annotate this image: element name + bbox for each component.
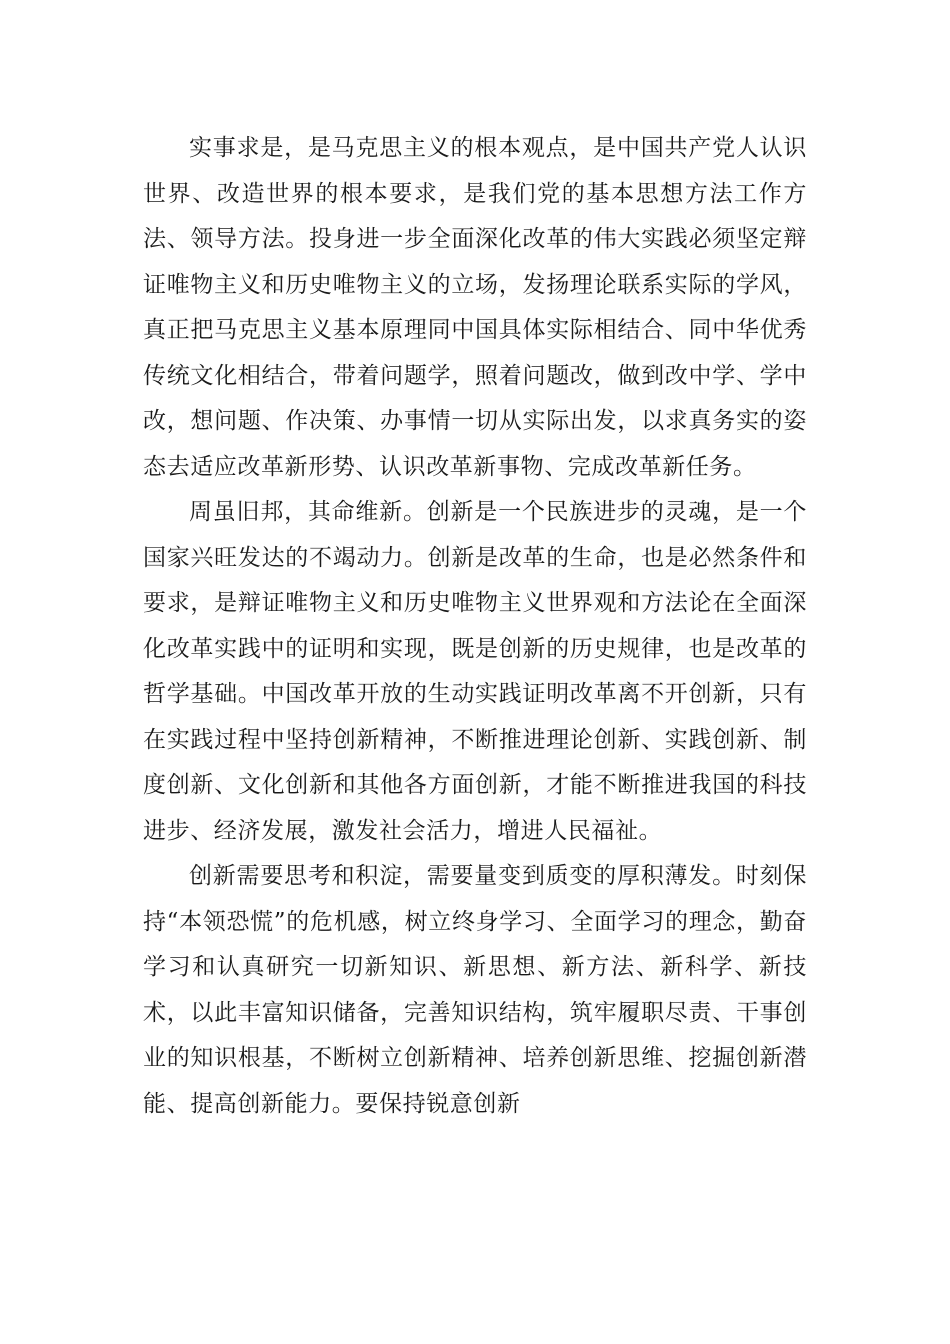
body-text [143,126,807,1127]
paragraph-1: 实事求是，是马克思主义的根本观点，是中国共产党人认识世界、改造世界的根本要求，是我们党的基本思想方法工作方法、领导方法。投身进一步全面深化改革的伟大实践必须坚定辩证唯物主义和历史唯物主义的立场，发扬理论联系实际的学风，真正把马克思主义基本原理同中国具体实际相结合、同中华优秀传统文化相结合，带着问题学，照着问题改，做到改中学、学中改，想问题、作决策、办事情一切从实际出发，以求真务实的姿态去适应改革新形势、认识改革新事物、完成改革新任务。 [143,135,807,480]
paragraph-3: 创新需要思考和积淀，需要量变到质变的厚积薄发。时刻保持“本领恐慌”的危机感，树立终身学习、全面学习的理念，勤奋学习和认真研究一切新知识、新思想、新方法、新科学、新技术，以此丰富知识储备，完善知识结构，筑牢履职尽责、干事创业的知识根基，不断树立创新精神、培养创新思维、挖掘创新潜能、提高创新能力。要保持锐意创新 [143,863,807,1117]
paragraph-2: 周虽旧邦，其命维新。创新是一个民族进步的灵魂，是一个国家兴旺发达的不竭动力。创新是改革的生命，也是必然条件和要求，是辩证唯物主义和历史唯物主义世界观和方法论在全面深化改革实践中的证明和实现，既是创新的历史规律，也是改革的哲学基础。中国改革开放的生动实践证明改革离不开创新，只有在实践过程中坚持创新精神，不断推进理论创新、实践创新、制度创新、文化创新和其他各方面创新，才能不断推进我国的科技进步、经济发展，激发社会活力，增进人民福祉。 [143,499,807,844]
